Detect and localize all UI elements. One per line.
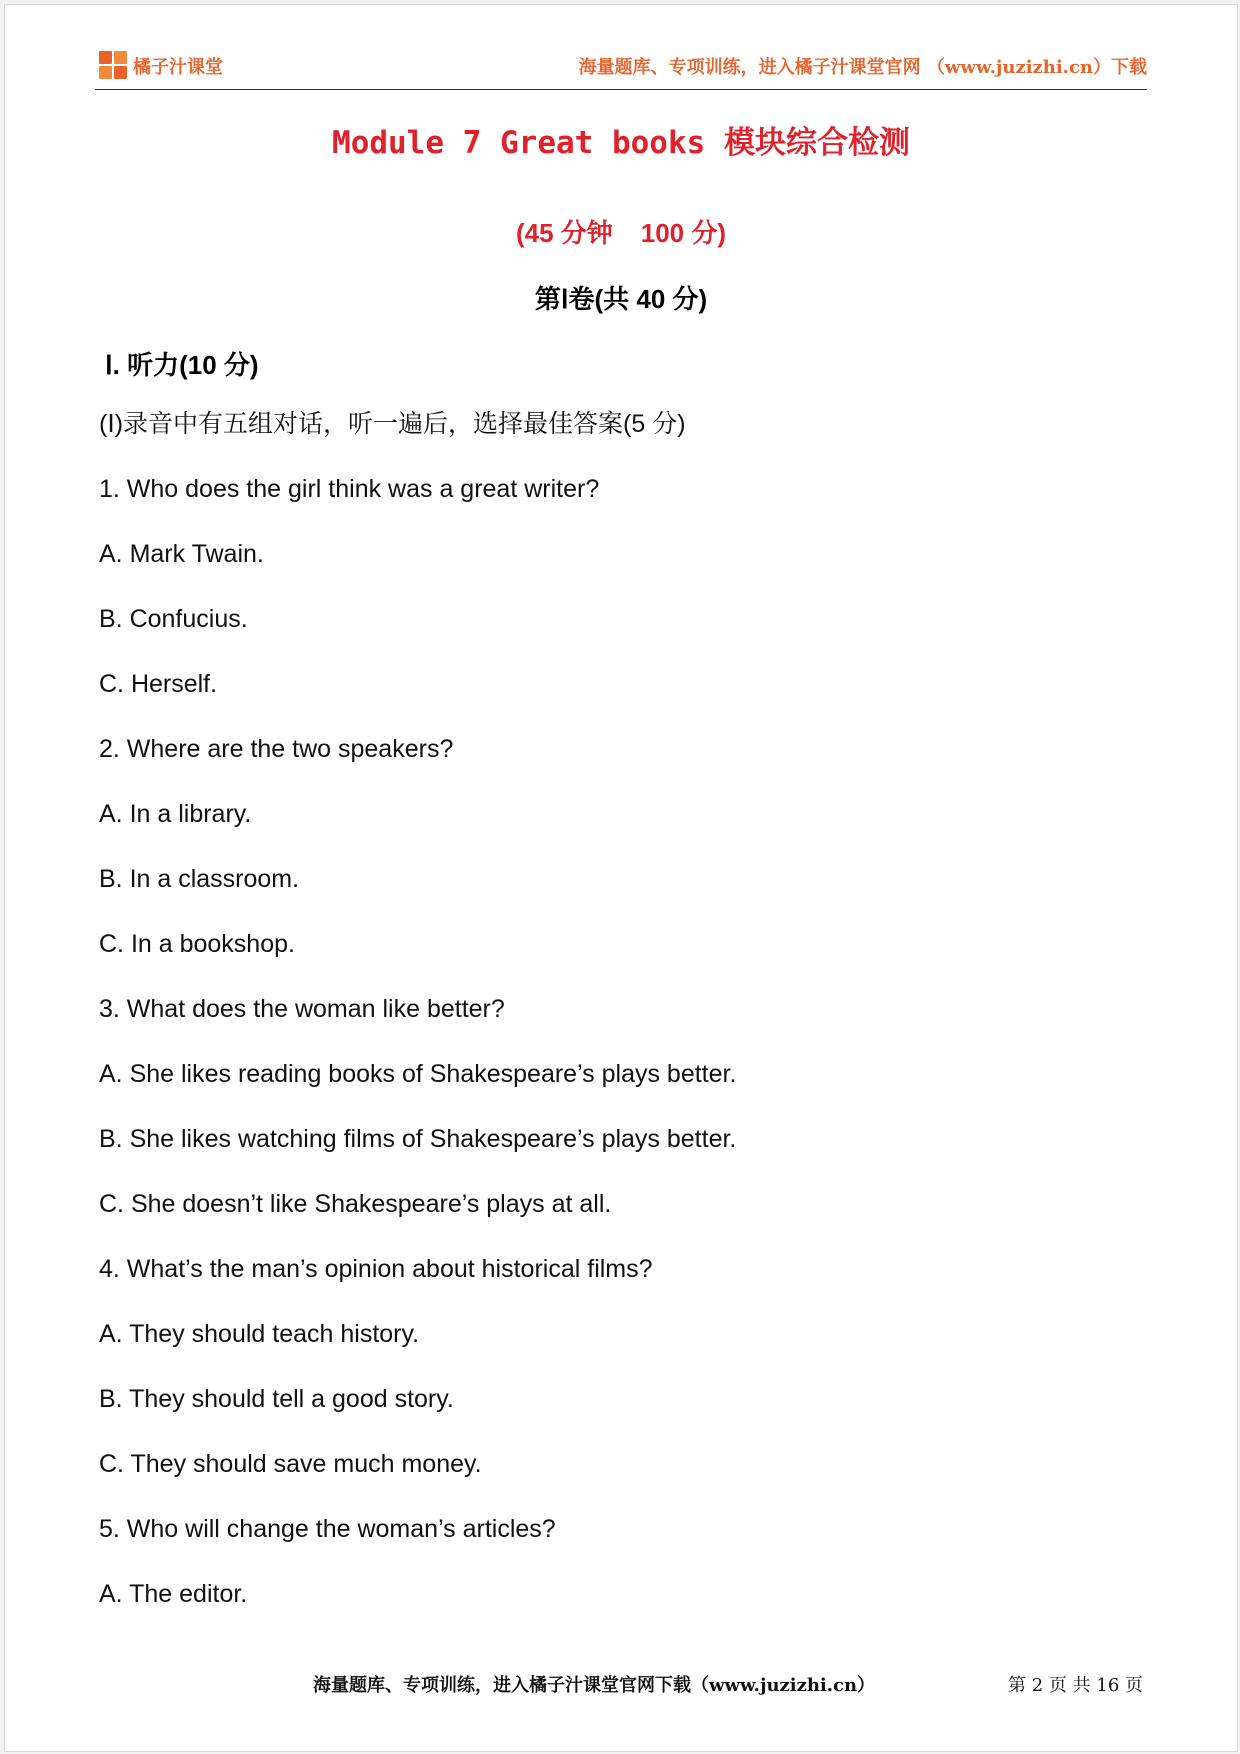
list-item: 5. Who will change the woman’s articles? [99,1515,556,1543]
list-item: A. In a library. [99,800,252,828]
list-item: A. She likes reading books of Shakespeare’s plays better. [99,1060,737,1088]
page-header [95,45,1147,90]
list-item: 3. What does the woman like better? [99,995,505,1023]
page-number: 第 2 页 共 16 页 [1008,1675,1143,1696]
list-item: 4. What’s the man’s opinion about historical films? [99,1255,653,1283]
logo-icon [99,51,129,81]
list-item: A. The editor. [99,1580,248,1608]
question-list [99,407,1149,1642]
list-item: C. She doesn’t like Shakespeare’s plays at all. [99,1190,612,1218]
page-footer [5,1671,1237,1703]
list-item: B. They should tell a good story. [99,1385,454,1413]
document-title: Module 7 Great books 模块综合检测 [332,125,910,161]
list-item: (Ⅰ)录音中有五组对话，听一遍后，选择最佳答案(5 分) [99,410,686,438]
volume-heading: 第Ⅰ卷(共 40 分) [534,284,708,314]
list-item: A. They should teach history. [99,1320,420,1348]
document-page [4,4,1238,1752]
list-item: C. In a bookshop. [99,930,295,958]
section-heading: Ⅰ. 听力(10 分) [105,350,259,380]
list-item: B. In a classroom. [99,865,300,893]
exam-time: (45 分钟 [515,218,613,248]
list-item: B. She likes watching films of Shakespeare’s plays better. [99,1125,737,1153]
site-logo[interactable] [99,51,223,81]
footer-tagline: 海量题库、专项训练，进入橘子汁课堂官网下载（www.juzizhi.cn） [313,1675,876,1696]
exam-total-score: 100 分) [640,218,727,248]
list-item: A. Mark Twain. [99,540,264,568]
header-tagline: 海量题库、专项训练，进入橘子汁课堂官网 （www.juzizhi.cn）下载 [578,57,1147,78]
list-item: C. Herself. [99,670,218,698]
list-item: 2. Where are the two speakers? [99,735,454,763]
exam-duration-score [5,213,1237,250]
list-item: 1. Who does the girl think was a great writer? [99,475,600,503]
list-item: B. Confucius. [99,605,248,633]
list-item: C. They should save much money. [99,1450,482,1478]
logo-text: 橘子汁课堂 [133,57,223,78]
